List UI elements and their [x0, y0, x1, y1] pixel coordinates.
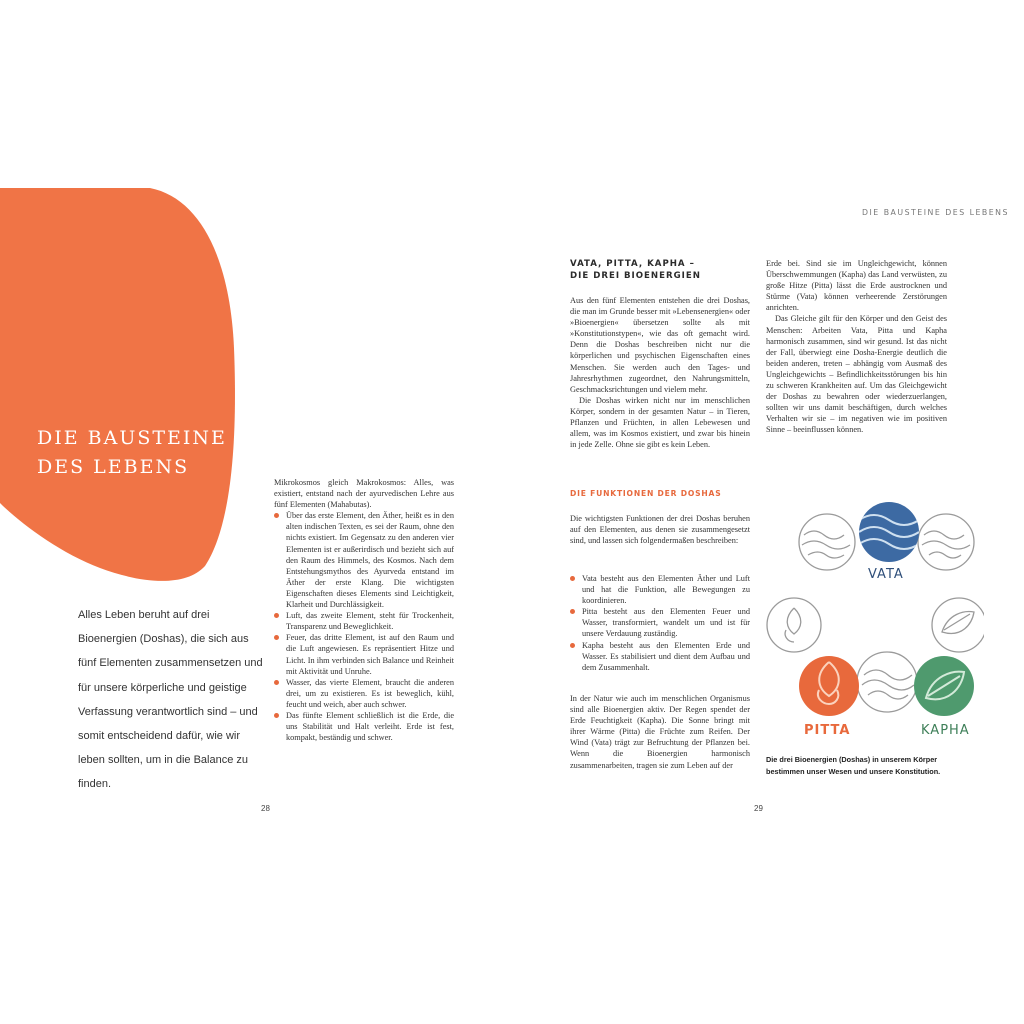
- bullet-icon: [570, 643, 575, 648]
- balance-text: [766, 258, 947, 436]
- heading-line-2: DIE DREI BIOENERGIEN: [570, 271, 701, 281]
- elements-column: [274, 477, 454, 743]
- illustration-caption: Die drei Bioenergien (Doshas) in unserem Körper bestimmen unser Wesen und unsere Konstitution.: [766, 755, 941, 776]
- vata-label: VATA: [868, 567, 904, 582]
- bullet-icon: [274, 635, 279, 640]
- bullet-icon: [274, 713, 279, 718]
- paragraph: Die wichtigsten Funktionen der drei Doshas beruhen auf den Elementen, aus denen sie zusammengesetzt sind, und lassen sich folgendermaßen beschreiben:: [570, 514, 750, 546]
- list-item-text: Über das erste Element, den Äther, heißt es in den alten indischen Texten, es sei der Raum, ohne den nichts existiert. Im Gegensatz zu den anderen vier Elementen ist er außerirdisch und bezieht sich auf den Raum des Himmels, des Kosmos. Nach dem Entstehungsmythos des Ayurveda entstand im Äther der erste Klang. Die wichtigsten Eigenschaften dieses Elements sind Leichtigkeit, Klarheit und Durchlässigkeit.: [286, 511, 454, 610]
- page-number-left: 28: [261, 804, 270, 813]
- functions-intro: [570, 513, 750, 546]
- list-item-text: Pitta besteht aus den Elementen Feuer und Wasser, transformiert, wandelt um und ist für unsere Verdauung zuständig.: [582, 607, 750, 639]
- chapter-title-line-2: DES LEBENS: [37, 456, 190, 478]
- dosha-bullets: [570, 573, 750, 673]
- paragraph: Erde bei. Sind sie im Ungleichgewicht, können Überschwemmungen (Kapha) das Land verwüsten, zu große Hitze (Pitta) lässt die Erde austrocknen und Stürme (Vata) können verheerende Zerstörungen anrichten.: [766, 259, 947, 313]
- intro-paragraph: Alles Leben beruht auf drei Bioenergien (Doshas), die sich aus fünf Elementen zusammensetzen und für unsere körperliche und geistige Verfassung verantwortlich sind – und somit entscheidend dafür, wie wir leben sollten, um in die Balance zu finden.: [78, 609, 263, 791]
- heading-line-1: VATA, PITTA, KAPHA –: [570, 259, 695, 269]
- list-item-text: Luft, das zweite Element, steht für Trockenheit, Transparenz und Beweglichkeit.: [286, 611, 454, 632]
- nature-text: [570, 693, 750, 771]
- bullet-icon: [274, 613, 279, 618]
- paragraph: Die Doshas wirken nicht nur im menschlichen Körper, sondern in der gesamten Natur – in Tieren, Pflanzen und Früchten, in allen Lebewesen und allem, was im Kosmos existiert, und zwar bis hinein in jede Zelle. Ohne sie gibt es kein Leben.: [570, 395, 750, 450]
- list-item: [274, 610, 454, 632]
- list-item: [570, 606, 750, 639]
- list-item-text: Feuer, das dritte Element, ist auf den Raum und die Luft angewiesen. Es repräsentiert Hitze und Licht. In ihm verbinden sich Balance und Reinheit mit Aktivität und Unruhe.: [286, 633, 454, 676]
- fire-outline-icon: [767, 598, 821, 652]
- bullet-icon: [274, 513, 279, 518]
- chapter-title-line-1: DIE BAUSTEINE: [37, 427, 227, 449]
- elements-intro: Mikrokosmos gleich Makrokosmos: Alles, was existiert, entstand nach der ayurvedischen Lehre aus fünf Elementen (Mahabutas).: [274, 478, 454, 510]
- paragraph: Aus den fünf Elementen entstehen die drei Doshas, die man im Grunde besser mit »Lebensenergien« oder »Bioenergien« übersetzen sollte als mit »Konstitutionstypen«, wie das oft gemacht wird. Denn die Doshas beschreiben nicht nur die körperlichen und psychischen Eigenschaften eines Menschen. Sie werden auch den Tages- und Jahresrhythmen zugeordnet, den Nahrungsmitteln, Geschmacksrichtungen und vielem mehr.: [570, 296, 750, 394]
- pitta-circle-icon: [799, 656, 859, 716]
- section-heading-bioenergies: [570, 258, 701, 282]
- list-item: [274, 710, 454, 743]
- list-item: [274, 510, 454, 610]
- dosha-list: [570, 573, 750, 673]
- pitta-label: PITTA: [804, 723, 851, 738]
- orange-blob-shape: [0, 188, 235, 583]
- bullet-icon: [570, 609, 575, 614]
- list-item-text: Vata besteht aus den Elementen Äther und Luft und hat die Funktion, alle Bewegungen zu koordinieren.: [582, 574, 750, 606]
- list-item: [274, 677, 454, 710]
- paragraph: In der Natur wie auch im menschlichen Organismus sind alle Bioenergien aktiv. Der Regen spendet der Erde Feuchtigkeit (Kapha). Die Sonne bringt mit ihrer Wärme (Pitta) die Früchte zum Reifen. Der Wind (Vata) trägt zur Befruchtung der Pflanzen bei. Wenn die Bioenergien harmonisch zusammenarbeiten, tragen sie zum Leben auf der: [570, 694, 750, 770]
- leaf-outline-icon: [932, 598, 984, 652]
- kapha-label: KAPHA: [921, 723, 970, 738]
- list-item: [570, 640, 750, 673]
- list-item: [274, 632, 454, 676]
- page-number-right: 29: [754, 804, 763, 813]
- elements-list: [274, 510, 454, 743]
- bullet-icon: [274, 680, 279, 685]
- section-heading-functions: DIE FUNKTIONEN DER DOSHAS: [570, 489, 722, 498]
- bioenergies-text: [570, 295, 750, 450]
- list-item: [570, 573, 750, 606]
- running-head: DIE BAUSTEINE DES LEBENS: [862, 208, 1009, 217]
- doshas-illustration: [764, 490, 984, 745]
- chapter-title: [37, 424, 227, 482]
- list-item-text: Das fünfte Element schließlich ist die Erde, die uns Stabilität und Halt verleiht. Erde ist fest, kompakt, beständig und schwer.: [286, 710, 454, 743]
- paragraph: Das Gleiche gilt für den Körper und den Geist des Menschen: Arbeiten Vata, Pitta und Kapha harmonisch zusammen, sind wir gesund. Ist das nicht der Fall, überwiegt eine Dosha-Energie deutlich die beiden anderen, treten – abhängig vom Ausmaß des Ungleichgewichts – Befindlichkeitsstörungen bis hin zu schweren Krankheiten auf. Um das Gleichgewicht der Doshas zu bewahren oder wiederzuerlangen, sollten wir uns damit beschäftigen, durch welches Verhalten wir sie – im negativen wie im positiven Sinne – beeinflussen können.: [766, 314, 947, 435]
- list-item-text: Kapha besteht aus den Elementen Erde und Wasser. Es stabilisiert und dient dem Aufbau und dem Zusammenhalt.: [582, 640, 750, 672]
- list-item-text: Wasser, das vierte Element, braucht die anderen drei, um zu existieren. Es ist beweglich, kühl, feucht und weich, aber auch schwer.: [286, 677, 454, 709]
- bullet-icon: [570, 576, 575, 581]
